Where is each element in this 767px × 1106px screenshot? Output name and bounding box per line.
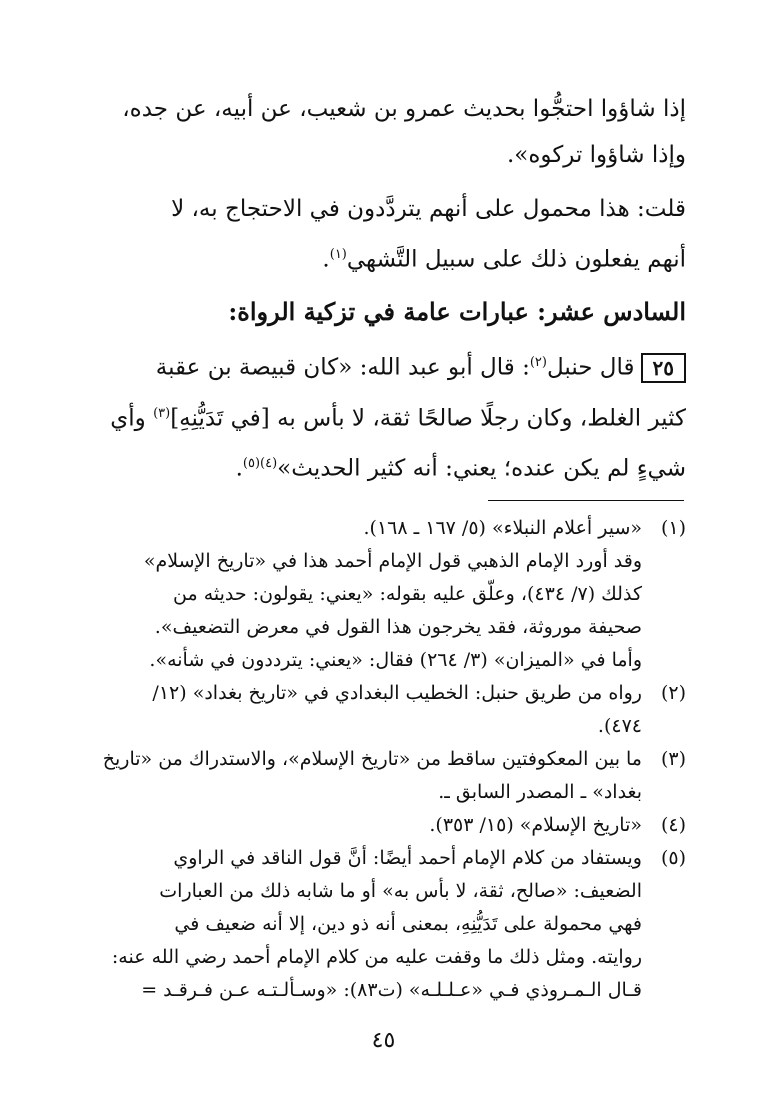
footnote-line: روايته. ومثل ذلك ما وقفت عليه من كلام الإمام أحمد رضي الله عنه:: [111, 946, 642, 968]
text-run: وأي: [110, 405, 154, 432]
text-line: [96, 441, 686, 492]
footnote: [96, 743, 686, 809]
footnote-number: (١): [660, 517, 686, 539]
footnote: [96, 677, 686, 743]
entry-paragraph: [96, 340, 686, 492]
footnote-line: وقد أورد الإمام الذهبي قول الإمام أحمد هذا في «تاريخ الإسلام»: [143, 550, 642, 572]
footnote-line: كذلك (٧/ ٤٣٤)، وعلّق عليه بقوله: «يعني: يقولون: حديثه من: [173, 583, 642, 605]
entry-number-badge: ٢٥: [641, 353, 686, 383]
text-run: : قال أبو عبد الله: «كان قبيصة بن عقبة: [155, 354, 530, 381]
text-run: شيءٍ لم يكن عنده؛ يعني: أنه كثير الحديث»: [277, 455, 686, 482]
text-run: كثير الغلط، وكان رجلًا صالحًا ثقة، لا بأس به [في تَدَيُّنِهِ]: [170, 405, 686, 432]
footnotes: [96, 512, 686, 1007]
footnote-line: رواه من طريق حنبل: الخطيب البغدادي في «تاريخ بغداد» (١٢/: [152, 682, 642, 704]
footnote-line: «تاريخ الإسلام» (١٥/ ٣٥٣).: [429, 814, 642, 836]
footnote-line: ٤٧٤).: [597, 715, 642, 737]
footnote-number: (٢): [660, 682, 686, 704]
footnote-ref: (١): [329, 247, 347, 262]
footnote-ref: (٤)(٥): [242, 456, 278, 472]
footnote-line: «سير أعلام النبلاء» (٥/ ١٦٧ ـ ١٦٨).: [363, 517, 642, 539]
text-line: وإذا شاؤوا تركوه».: [507, 142, 686, 168]
footnote-line: وأما في «الميزان» (٣/ ٢٦٤) فقال: «يعني: يترددون في شأنه».: [149, 649, 642, 671]
footnote-text: [96, 809, 642, 842]
footnote-line: صحيفة موروثة، فقد يخرجون هذا القول في معرض التضعيف».: [154, 616, 642, 638]
footnote-line: الضعيف: «صالح، ثقة، لا بأس به» أو ما شابه ذلك من العبارات: [159, 880, 642, 902]
footnote-text: [96, 743, 642, 809]
footnote-number: (٣): [660, 748, 686, 770]
text-line: قلت: هذا محمول على أنهم يتردَّدون في الاحتجاج به، لا: [171, 196, 686, 222]
footnote-line: ما بين المعكوفتين ساقط من «تاريخ الإسلام»، والاستدراك من «تاريخ: [102, 748, 642, 770]
footnote-ref: (٣): [153, 405, 171, 421]
footnote: [96, 842, 686, 1007]
footnote-line: قـال الـمـروذي فـي «عـلـلـه» (ت٨٣): «وسـألـتـه عـن فـرقـد =: [141, 979, 642, 1001]
footnote-text: [96, 842, 642, 1007]
text-run: .: [235, 455, 243, 482]
footnote-ref: (٢): [529, 355, 547, 370]
paragraph-comment: [96, 186, 686, 283]
footnote-number: (٤): [660, 814, 686, 836]
text-run: أنهم يفعلون ذلك على سبيل التَّشهي: [346, 246, 686, 273]
footnote-text: [96, 512, 642, 677]
text-line: إذا شاؤوا احتجُّوا بحديث عمرو بن شعيب، عن أبيه، عن جده،: [122, 96, 686, 122]
footnote-separator: [488, 500, 684, 501]
footnote-line: ويستفاد من كلام الإمام أحمد أيضًا: أنَّ قول الناقد في الراوي: [173, 847, 642, 869]
footnote: [96, 809, 686, 842]
footnote-number: (٥): [660, 847, 686, 869]
text-line: [96, 391, 686, 442]
text-line: أنهم يفعلون ذلك على سبيل التَّشهي$^{(١)}$.: [322, 246, 686, 273]
paragraph-continuation: [96, 86, 686, 178]
text-line: [96, 340, 686, 391]
page-number: ٤٥: [371, 1028, 396, 1053]
text-run: قال حنبل: [546, 354, 635, 381]
section-heading: السادس عشر: عبارات عامة في تزكية الرواة:: [228, 297, 686, 326]
footnote-line: فهي محمولة على تَدَيُّنِهِ، بمعنى أنه ذو دين، إلا أنه ضعيف في: [174, 913, 642, 935]
footnote: [96, 512, 686, 677]
footnote-text: [96, 677, 642, 743]
footnote-line: بغداد» ـ المصدر السابق ـ.: [438, 781, 642, 803]
